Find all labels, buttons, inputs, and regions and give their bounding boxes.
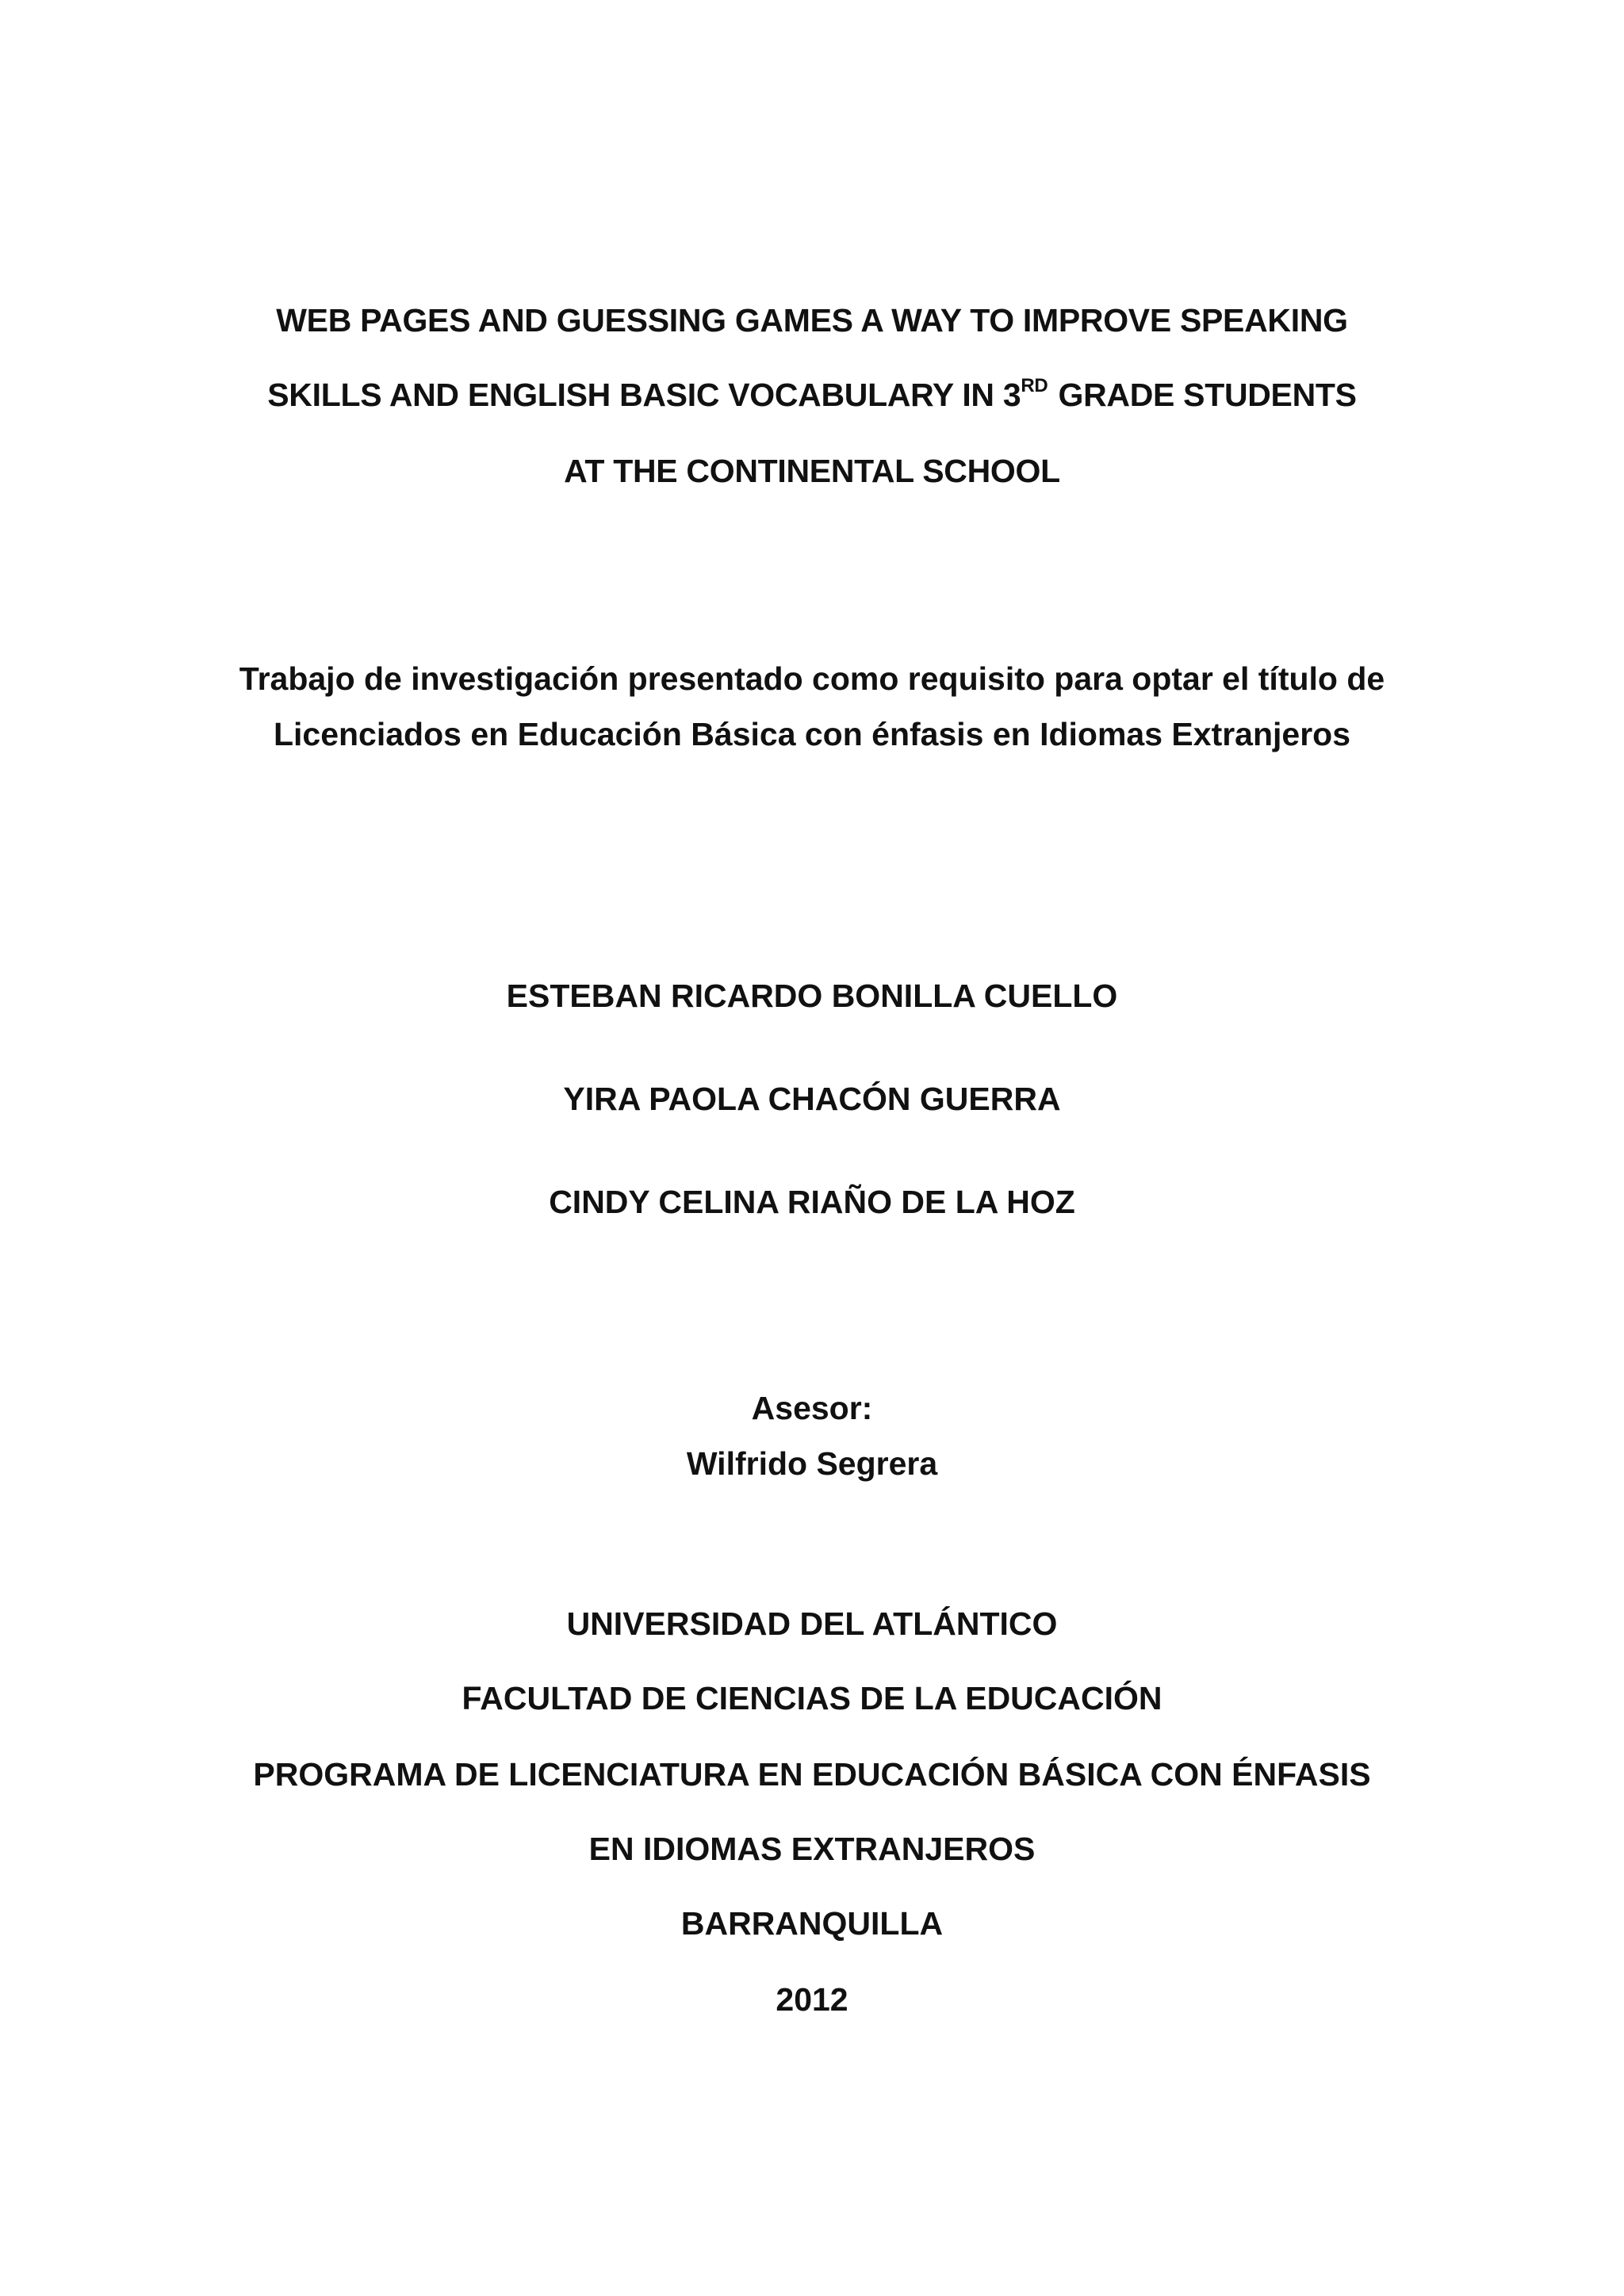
title-line-1: WEB PAGES AND GUESSING GAMES A WAY TO IMPROVE SPEAKING (276, 302, 1348, 339)
university-name: UNIVERSIDAD DEL ATLÁNTICO (566, 1605, 1058, 1642)
year: 2012 (776, 1981, 848, 2018)
title-line-3: AT THE CONTINENTAL SCHOOL (564, 453, 1060, 489)
program-line-1: PROGRAMA DE LICENCIATURA EN EDUCACIÓN BÁSICA CON ÉNFASIS (253, 1756, 1371, 1793)
program-line-2: EN IDIOMAS EXTRANJEROS (588, 1831, 1036, 1867)
author-name: ESTEBAN RICARDO BONILLA CUELLO (506, 978, 1118, 1014)
advisor-label: Asesor: (751, 1390, 873, 1426)
ordinal-suffix: RD (1021, 375, 1048, 396)
subtitle-line-1: Trabajo de investigación presentado como requisito para optar el título de (239, 660, 1385, 697)
faculty-name: FACULTAD DE CIENCIAS DE LA EDUCACIÓN (462, 1680, 1162, 1716)
title-line-2-start: SKILLS AND ENGLISH BASIC VOCABULARY IN 3 (267, 377, 1021, 413)
title-line-2 (0, 375, 1624, 413)
subtitle-line-2: Licenciados en Educación Básica con énfasis en Idiomas Extranjeros (273, 716, 1351, 752)
author-name: CINDY CELINA RIAÑO DE LA HOZ (549, 1184, 1075, 1220)
title-line-2-end: GRADE STUDENTS (1049, 377, 1357, 413)
author-name: YIRA PAOLA CHACÓN GUERRA (563, 1081, 1061, 1117)
advisor-name: Wilfrido Segrera (686, 1445, 938, 1482)
city: BARRANQUILLA (680, 1905, 944, 1942)
